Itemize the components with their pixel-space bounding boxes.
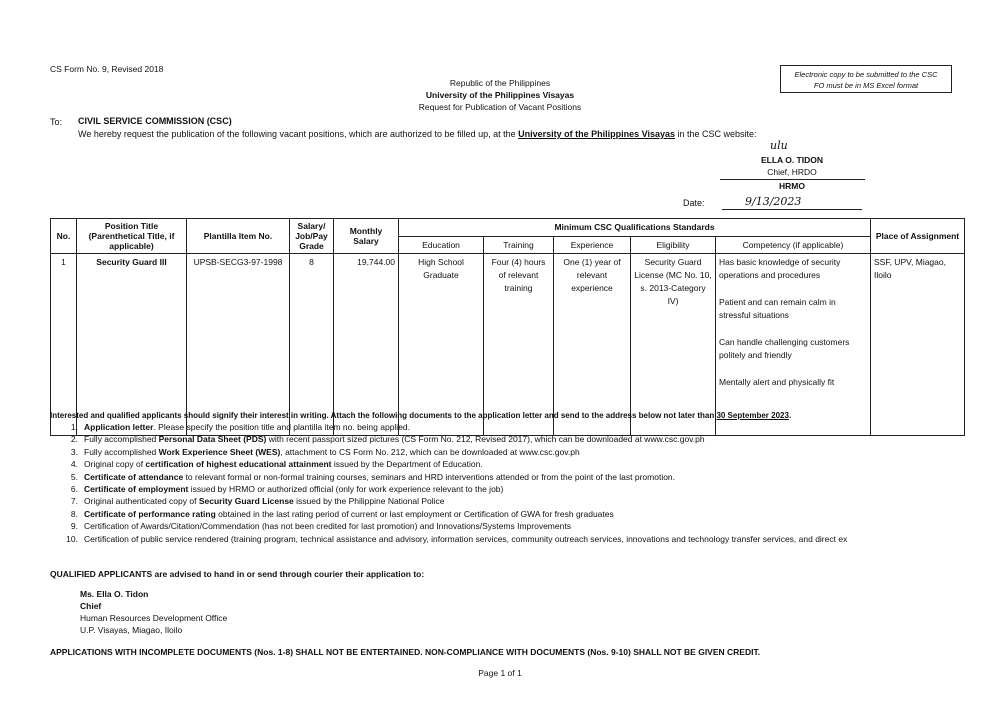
item-pre: Certification of public service rendered (training program, technical assistance and advisory, information services, community outreach services, innovations and technology transfer services, and direct ex [84, 533, 848, 544]
cell-plantilla: UPSB-SECG3-97-1998 [187, 254, 290, 436]
col-header-qual-standards: Minimum CSC Qualifications Standards [399, 219, 871, 237]
signatory-title: Chief, HRDO [767, 167, 817, 177]
col-header-no: No. [51, 219, 77, 254]
date-label: Date: [683, 198, 705, 208]
page-number: Page 1 of 1 [478, 668, 522, 678]
competency-item: Can handle challenging customers politely and friendly [719, 337, 850, 360]
item-bold: Security Guard License [198, 496, 294, 507]
signature-underline [720, 179, 865, 180]
cell-education: High School Graduate [399, 254, 484, 436]
item-bold: Certificate of performance rating [84, 508, 216, 519]
list-item [50, 533, 985, 545]
cell-training: Four (4) hours of relevant training [484, 254, 554, 436]
application-instructions [50, 411, 791, 420]
cell-competency [716, 254, 871, 436]
list-item [50, 495, 985, 507]
cell-salary: 19,744.00 [334, 254, 399, 436]
item-bold: Work Experience Sheet (WES) [158, 446, 281, 457]
request-post: in the CSC website: [675, 129, 757, 139]
list-item [50, 446, 985, 458]
list-item [50, 508, 985, 520]
item-post: issued by the Philippine National Police [293, 496, 445, 507]
to-label: To: [50, 117, 63, 127]
item-post: issued by the Department of Education. [331, 459, 483, 470]
to-recipient: CIVIL SERVICE COMMISSION (CSC) [78, 116, 232, 126]
item-pre: Original copy of [84, 459, 146, 470]
item-pre: Certification of Awards/Citation/Commendation (has not been credited for last promotion) and Innovations/Systems Improvements [84, 521, 571, 532]
col-header-eligibility: Eligibility [631, 236, 716, 254]
position-title-label: Position Title [104, 221, 159, 231]
item-post: to relevant formal or non-formal training courses, seminars and HRD interventions attended or from the point of the last promotion. [183, 471, 676, 482]
item-number: 7. [70, 496, 78, 507]
item-post: . Please specify the position title and plantilla item no. being applied. [153, 422, 411, 432]
item-number: 1. [70, 422, 78, 432]
competency-item: Has basic knowledge of security operations and procedures [719, 257, 841, 280]
item-number: 3. [70, 446, 78, 457]
header-university: University of the Philippines Visayas [425, 90, 575, 100]
competency-item: Mentally alert and physically fit [719, 377, 835, 387]
item-number: 5. [70, 471, 78, 482]
item-bold: certification of highest educational attainment [145, 459, 332, 470]
item-number: 10. [66, 533, 78, 544]
incomplete-docs-warning: APPLICATIONS WITH INCOMPLETE DOCUMENTS (Nos. 1-8) SHALL NOT BE ENTERTAINED. NON-COMPLIANCE WITH DOCUMENTS (Nos. 9-10) SHALL NOT BE GIVEN CREDIT. [50, 647, 761, 657]
item-number: 2. [70, 434, 78, 445]
date-value: 9/13/2023 [745, 195, 802, 208]
required-documents-list [50, 421, 985, 545]
address-name: Ms. Ella O. Tidon [80, 589, 149, 599]
address-office: Human Resources Development Office [80, 613, 228, 623]
list-item [50, 471, 985, 483]
col-header-experience: Experience [554, 236, 631, 254]
list-item [50, 458, 985, 470]
address-title: Chief [80, 601, 102, 611]
col-header-training: Training [484, 236, 554, 254]
col-header-education: Education [399, 236, 484, 254]
instructions-text: Interested and qualified applicants should signify their interest in writing. Attach the following documents to the application letter and send to the address below not later than [50, 411, 717, 420]
header-republic: Republic of the Philippines [449, 78, 551, 88]
header-form-title: Request for Publication of Vacant Positions [418, 102, 582, 112]
note-line-1: Electronic copy to be submitted to the CSC [794, 70, 938, 79]
item-bold: Certificate of employment [84, 483, 189, 494]
request-pre: We hereby request the publication of the following vacant positions, which are authorized to be filled up, at the [78, 129, 519, 139]
address-place: U.P. Visayas, Miagao, Iloilo [80, 625, 183, 635]
signatory-office: HRMO [779, 181, 805, 191]
cell-experience: One (1) year of relevant experience [554, 254, 631, 436]
col-header-plantilla: Plantilla Item No. [187, 219, 290, 254]
item-pre: Fully accomplished [84, 434, 159, 445]
col-header-monthly-salary: Monthly Salary [334, 219, 399, 254]
request-agency: University of the Philippines Visayas [518, 129, 675, 139]
item-pre: Fully accomplished [84, 446, 159, 457]
col-header-competency: Competency (if applicable) [716, 236, 871, 254]
position-sub-label: (Parenthetical Title, if applicable) [88, 231, 175, 251]
vacancy-table [50, 218, 965, 436]
deadline-date: 30 September 2023 [716, 411, 789, 420]
list-item [50, 483, 985, 495]
signatory-name: ELLA O. TIDON [760, 155, 823, 165]
item-post: obtained in the last rating period of current or last employment or Certification of GWA for fresh graduates [215, 508, 614, 519]
competency-item: Patient and can remain calm in stressful situations [719, 297, 836, 320]
item-number: 9. [70, 521, 78, 532]
item-number: 6. [70, 483, 78, 494]
item-pre: Original authenticated copy of [84, 496, 199, 507]
col-header-salary-grade: Salary/ Job/Pay Grade [290, 219, 334, 254]
table-row [51, 254, 965, 436]
cell-place: SSF, UPV, Miagao, Iloilo [871, 254, 965, 436]
qualified-applicants-note: QUALIFIED APPLICANTS are advised to hand in or send through courier their application to: [50, 569, 425, 579]
item-post: with recent passport sized pictures (CS Form No. 212, Revised 2017), which can be downloaded at www.csc.gov.ph [266, 434, 705, 445]
date-underline [722, 209, 862, 210]
item-bold: Application letter [84, 422, 154, 432]
item-number: 4. [70, 459, 78, 470]
list-item [50, 520, 985, 532]
col-header-position [77, 219, 187, 254]
item-post: issued by HRMO or authorized official (only for work experience relevant to the job) [188, 483, 504, 494]
item-bold: Certificate of attendance [84, 471, 184, 482]
note-line-2: FO must be in MS Excel format [813, 81, 919, 90]
list-item [50, 421, 985, 433]
request-statement [78, 129, 757, 139]
cell-grade: 8 [290, 254, 334, 436]
col-header-place: Place of Assignment [871, 219, 965, 254]
cell-position: Security Guard III [77, 254, 187, 436]
list-item [50, 433, 985, 445]
item-number: 8. [70, 508, 78, 519]
instructions-end: . [788, 411, 792, 420]
item-bold: Personal Data Sheet (PDS) [158, 434, 267, 445]
cell-no: 1 [51, 254, 77, 436]
form-number: CS Form No. 9, Revised 2018 [50, 64, 164, 74]
item-post: , attachment to CS Form No. 212, which can be downloaded at www.csc.gov.ph [280, 446, 580, 457]
cell-eligibility: Security Guard License (MC No. 10, s. 2013-Category IV) [631, 254, 716, 436]
signature-scribble: ulu [770, 139, 788, 152]
